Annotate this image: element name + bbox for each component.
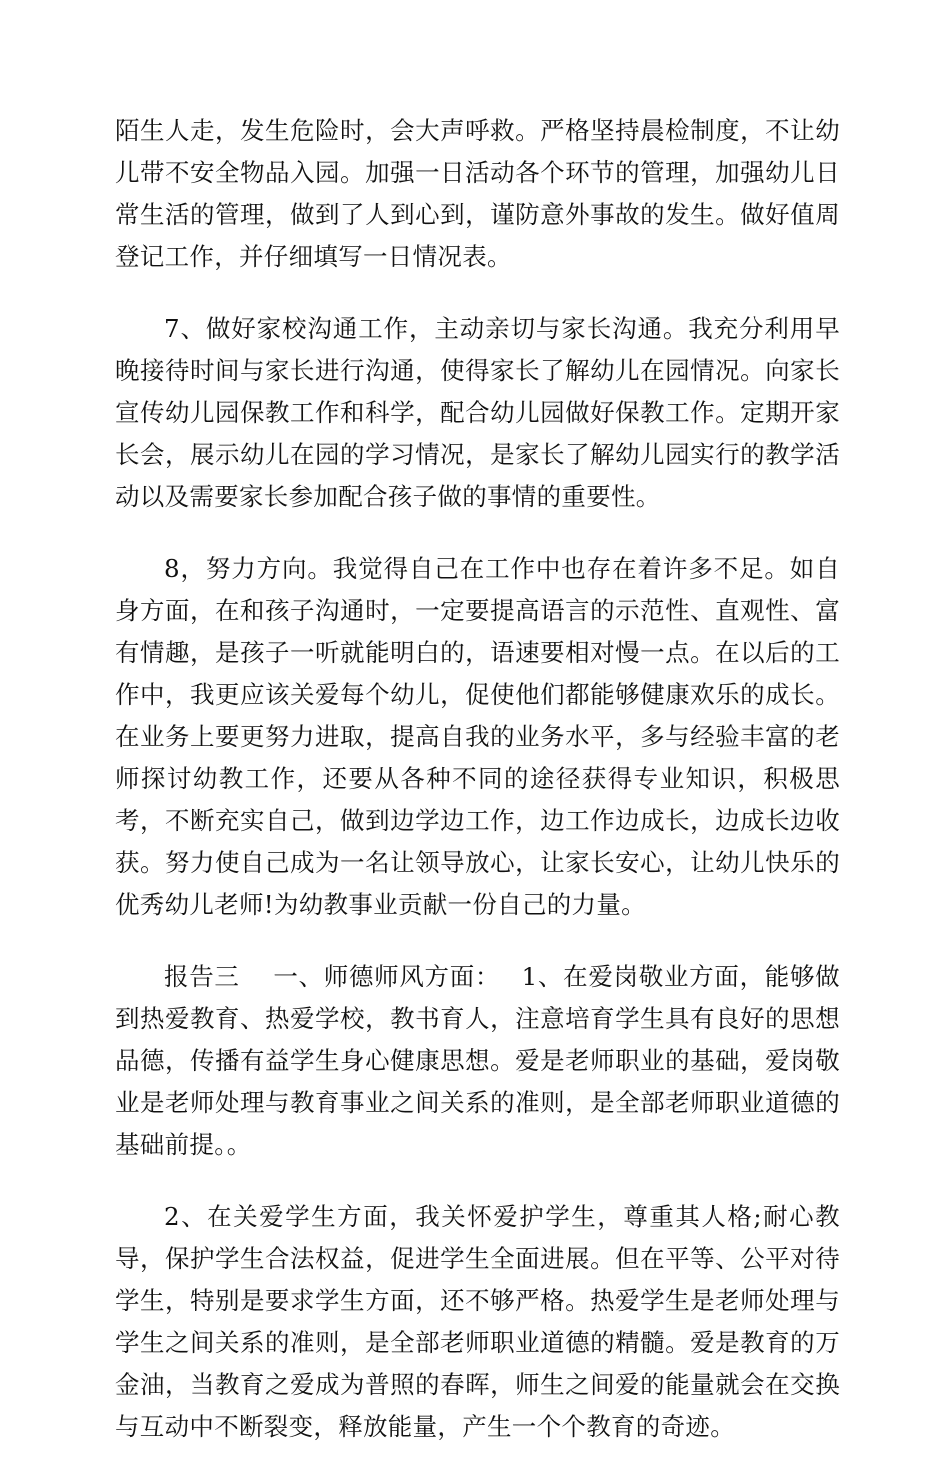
- paragraph-3: 8，努力方向。我觉得自己在工作中也存在着许多不足。如自身方面，在和孩子沟通时，一定要提高语言的示范性、直观性、富有情趣，是孩子一听就能明白的，语速要相对慢一点。在以后的工作中，我更应该关爱每个幼儿，促使他们都能够健康欢乐的成长。在业务上要更努力进取，提高自我的业务水平，多与经验丰富的老师探讨幼教工作，还要从各种不同的途径获得专业知识，积极思考，不断充实自己，做到边学边工作，边工作边成长，边成长边收获。努力使自己成为一名让领导放心，让家长安心，让幼儿快乐的优秀幼儿老师!为幼教事业贡献一份自己的力量。: [115, 554, 840, 919]
- paragraph-4: 报告三 一、师德师风方面： 1、在爱岗敬业方面，能够做到热爱教育、热爱学校，教书育人，注意培育学生具有良好的思想品德，传播有益学生身心健康思想。爱是老师职业的基础，爱岗敬业是老师处理与教育事业之间关系的准则，是全部老师职业道德的基础前提。。: [115, 962, 840, 1159]
- paragraph-2: 7、做好家校沟通工作，主动亲切与家长沟通。我充分利用早晚接待时间与家长进行沟通，使得家长了解幼儿在园情况。向家长宣传幼儿园保教工作和科学，配合幼儿园做好保教工作。定期开家长会，展示幼儿在园的学习情况，是家长了解幼儿园实行的教学活动以及需要家长参加配合孩子做的事情的重要性。: [115, 314, 840, 511]
- paragraph-1: 陌生人走，发生危险时，会大声呼救。严格坚持晨检制度，不让幼儿带不安全物品入园。加强一日活动各个环节的管理，加强幼儿日常生活的管理，做到了人到心到，谨防意外事故的发生。做好值周登记工作，并仔细填写一日情况表。: [115, 116, 840, 271]
- document-body: [115, 110, 840, 1478]
- paragraph-5: 2、在关爱学生方面，我关怀爱护学生，尊重其人格;耐心教导，保护学生合法权益，促进学生全面进展。但在平等、公平对待学生，特别是要求学生方面，还不够严格。热爱学生是老师处理与学生之间关系的准则，是全部老师职业道德的精髓。爱是教育的万金油，当教育之爱成为普照的春晖，师生之间爱的能量就会在交换与互动中不断裂变，释放能量，产生一个个教育的奇迹。: [115, 1202, 840, 1441]
